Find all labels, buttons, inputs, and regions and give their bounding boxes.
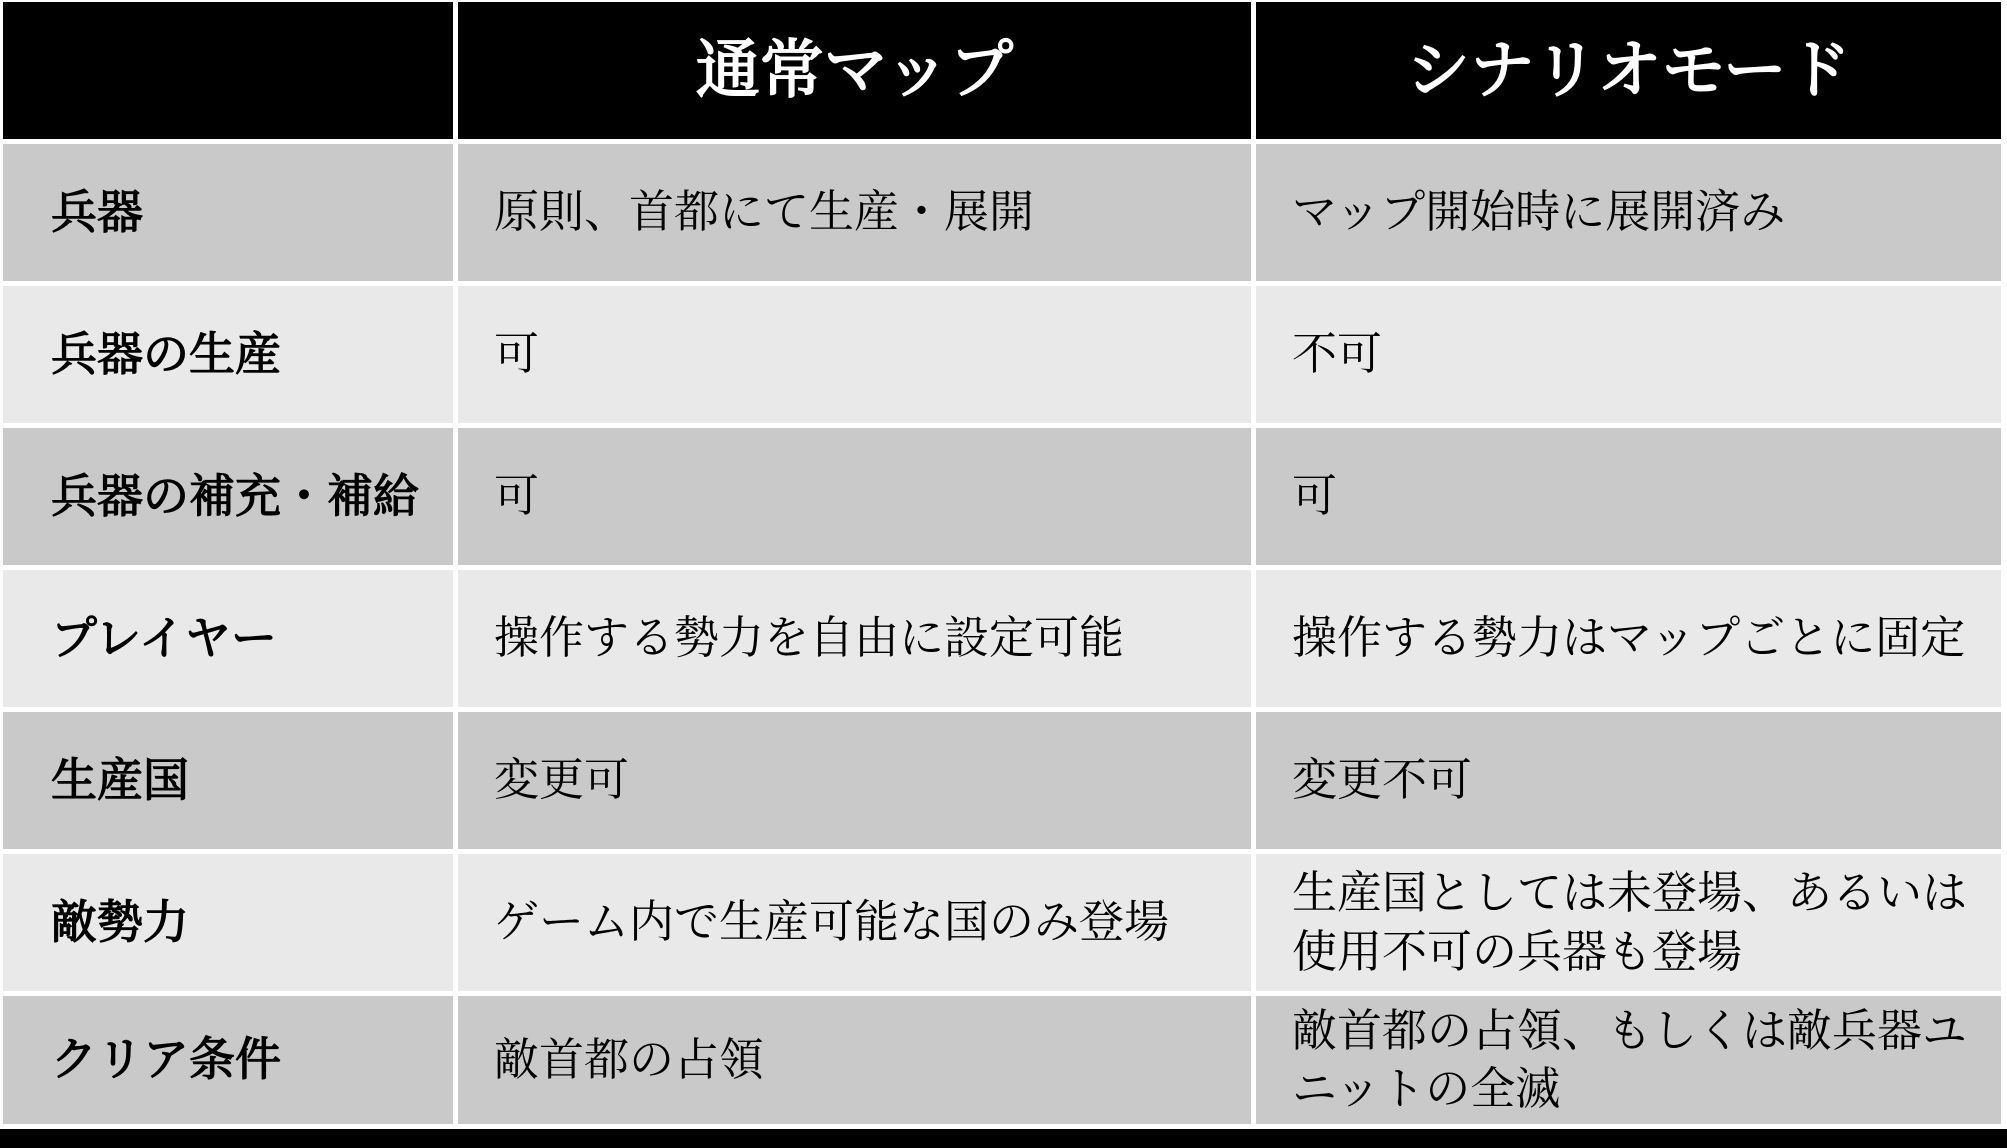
cell-weapon-resupply-normal: 可 bbox=[458, 428, 1251, 565]
cell-clear-condition-scenario: 敵首都の占領、もしくは敵兵器ユニットの全滅 bbox=[1256, 996, 2001, 1124]
header-cell-normal-map: 通常マップ bbox=[458, 2, 1251, 139]
row-label-weapons: 兵器 bbox=[3, 144, 453, 281]
cell-weapons-normal: 原則、首都にて生産・展開 bbox=[458, 144, 1251, 281]
header-cell-blank bbox=[3, 2, 453, 139]
row-label-weapon-production: 兵器の生産 bbox=[3, 286, 453, 423]
cell-player-scenario: 操作する勢力はマップごとに固定 bbox=[1256, 570, 2001, 707]
cell-clear-condition-normal: 敵首都の占領 bbox=[458, 996, 1251, 1124]
cell-player-normal: 操作する勢力を自由に設定可能 bbox=[458, 570, 1251, 707]
table-bottom-border bbox=[0, 1129, 2007, 1148]
cell-enemy-forces-scenario: 生産国としては未登場、あるいは使用不可の兵器も登場 bbox=[1256, 854, 2001, 991]
row-label-player: プレイヤー bbox=[3, 570, 453, 707]
row-label-producing-country: 生産国 bbox=[3, 712, 453, 849]
cell-weapon-production-scenario: 不可 bbox=[1256, 286, 2001, 423]
header-cell-scenario-mode: シナリオモード bbox=[1256, 2, 2001, 139]
cell-weapons-scenario: マップ開始時に展開済み bbox=[1256, 144, 2001, 281]
cell-producing-country-scenario: 変更不可 bbox=[1256, 712, 2001, 849]
mode-comparison-table bbox=[3, 2, 2001, 1124]
row-label-enemy-forces: 敵勢力 bbox=[3, 854, 453, 991]
cell-weapon-resupply-scenario: 可 bbox=[1256, 428, 2001, 565]
row-label-weapon-resupply: 兵器の補充・補給 bbox=[3, 428, 453, 565]
cell-weapon-production-normal: 可 bbox=[458, 286, 1251, 423]
row-label-clear-condition: クリア条件 bbox=[3, 996, 453, 1124]
cell-producing-country-normal: 変更可 bbox=[458, 712, 1251, 849]
cell-enemy-forces-normal: ゲーム内で生産可能な国のみ登場 bbox=[458, 854, 1251, 991]
